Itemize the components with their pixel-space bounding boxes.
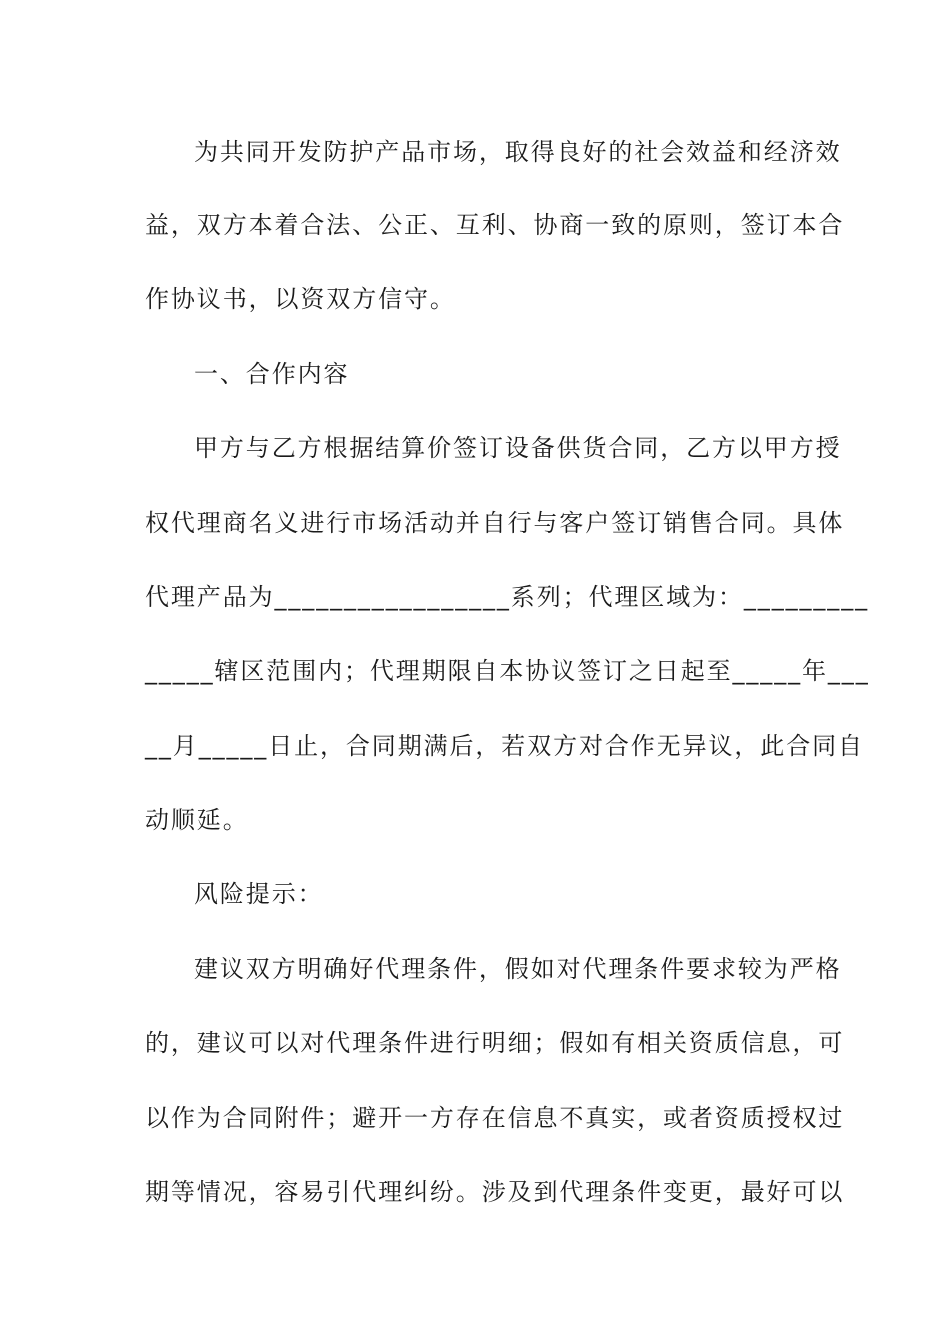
paragraph-risk-line-2: 的，建议可以对代理条件进行明细；假如有相关资质信息，可 — [145, 1029, 845, 1057]
paragraph-intro-line-3: 作协议书，以资双方信守。 — [145, 285, 456, 313]
section-heading-cooperation-content: 一、合作内容 — [194, 360, 350, 388]
paragraph-risk-line-1: 建议双方明确好代理条件，假如对代理条件要求较为严格 — [194, 955, 842, 983]
paragraph-content-line-2: 权代理商名义进行市场活动并自行与客户签订销售合同。具体 — [145, 509, 845, 537]
paragraph-content-line-4: _____辖区范围内；代理期限自本协议签订之日起至_____年___ — [145, 657, 870, 685]
risk-notice-heading: 风险提示： — [194, 880, 324, 908]
paragraph-intro-line-1: 为共同开发防护产品市场，取得良好的社会效益和经济效 — [194, 138, 842, 166]
paragraph-content-line-3: 代理产品为_________________系列；代理区域为：_________ — [145, 583, 869, 611]
paragraph-content-line-5: __月_____日止，合同期满后，若双方对合作无异议，此合同自 — [145, 732, 864, 760]
paragraph-intro-line-2: 益，双方本着合法、公正、互利、协商一致的原则，签订本合 — [145, 211, 845, 239]
paragraph-content-line-6: 动顺延。 — [145, 806, 249, 834]
paragraph-risk-line-4: 期等情况，容易引代理纠纷。涉及到代理条件变更，最好可以 — [145, 1178, 845, 1206]
paragraph-content-line-1: 甲方与乙方根据结算价签订设备供货合同，乙方以甲方授 — [194, 434, 842, 462]
paragraph-risk-line-3: 以作为合同附件；避开一方存在信息不真实，或者资质授权过 — [145, 1104, 845, 1132]
